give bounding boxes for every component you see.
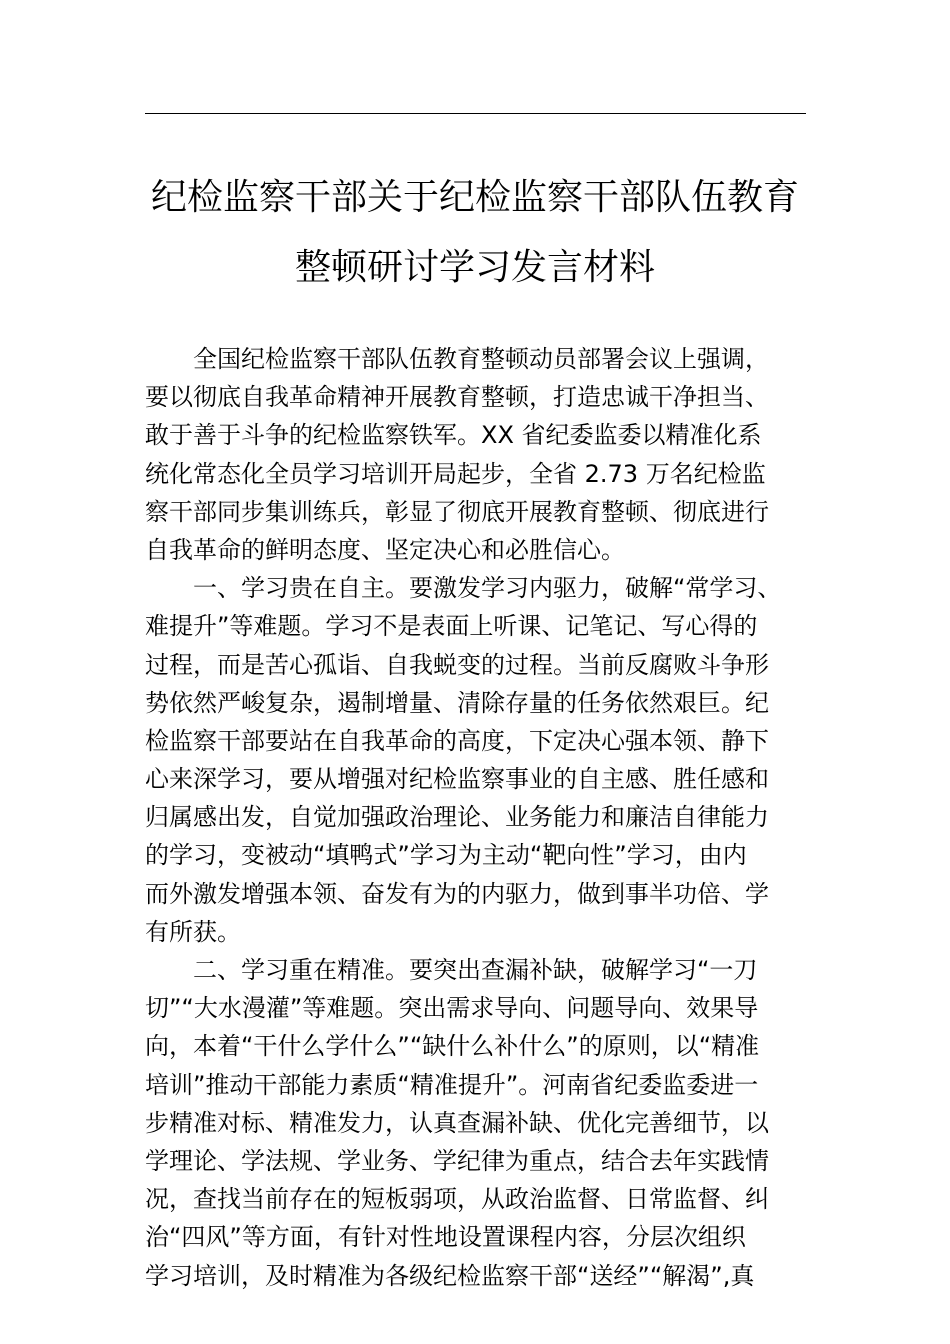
header-rule [145,113,806,114]
paragraph-line: 过程，而是苦心孤诣、自我蜕变的过程。当前反腐败斗争形 [145,650,769,679]
paragraph-line: 步精准对标、精准发力，认真查漏补缺、优化完善细节，以 [145,1108,769,1137]
paragraph-line: 全国纪检监察干部队伍教育整顿动员部署会议上强调， [193,345,769,373]
document-title-line-2: 整顿研讨学习发言材料 [294,247,655,288]
paragraph-line: 难提升”等难题。学习不是表面上听课、记笔记、写心得的 [145,612,758,641]
paragraph-line: 而外激发增强本领、奋发有为的内驱力，做到事半功倍、学 [145,879,769,908]
paragraph-line: 二、学习重在精准。要突出查漏补缺，破解学习“一刀 [193,956,758,984]
paragraph-line: 学习培训，及时精准为各级纪检监察干部“送经”“解渴”,真 [145,1261,755,1290]
paragraph-line: 的学习，变被动“填鸭式”学习为主动“靶向性”学习，由内 [145,841,747,870]
paragraph-line: 察干部同步集训练兵，彰显了彻底开展教育整顿、彻底进行 [145,497,769,526]
paragraph-line: 一、学习贵在自主。要激发学习内驱力，破解“常学习、 [193,574,782,603]
paragraph-line: 治“四风”等方面，有针对性地设置课程内容，分层次组织 [145,1223,746,1252]
paragraph-line: 统化常态化全员学习培训开局起步，全省 2.73 万名纪检监 [145,459,766,488]
paragraph-line: 培训”推动干部能力素质“精准提升”。河南省纪委监委进一 [145,1070,759,1099]
paragraph-line: 况，查找当前存在的短板弱项，从政治监督、日常监督、纠 [145,1185,769,1214]
paragraph-line: 势依然严峻复杂，遏制增量、清除存量的任务依然艰巨。纪 [145,688,769,717]
paragraph-line: 切”“大水漫灌”等难题。突出需求导向、问题导向、效果导 [145,994,759,1023]
paragraph-line: 有所获。 [145,917,241,946]
paragraph-line: 向，本着“干什么学什么”“缺什么补什么”的原则，以“精准 [145,1032,760,1061]
paragraph-line: 学理论、学法规、学业务、学纪律为重点，结合去年实践情 [145,1146,769,1175]
document-title-line-1: 纪检监察干部关于纪检监察干部队伍教育 [150,177,799,218]
paragraph-line: 要以彻底自我革命精神开展教育整顿，打造忠诚干净担当、 [145,383,769,412]
paragraph-line: 检监察干部要站在自我革命的高度，下定决心强本领、静下 [145,726,769,755]
paragraph-line: 心来深学习，要从增强对纪检监察事业的自主感、胜任感和 [145,765,769,794]
paragraph-line: 敢于善于斗争的纪检监察铁军。XX 省纪委监委以精准化系 [145,421,762,450]
paragraph-line: 自我革命的鲜明态度、坚定决心和必胜信心。 [145,535,625,564]
paragraph-line: 归属感出发，自觉加强政治理论、业务能力和廉洁自律能力 [145,803,769,832]
document-body [145,340,815,1295]
